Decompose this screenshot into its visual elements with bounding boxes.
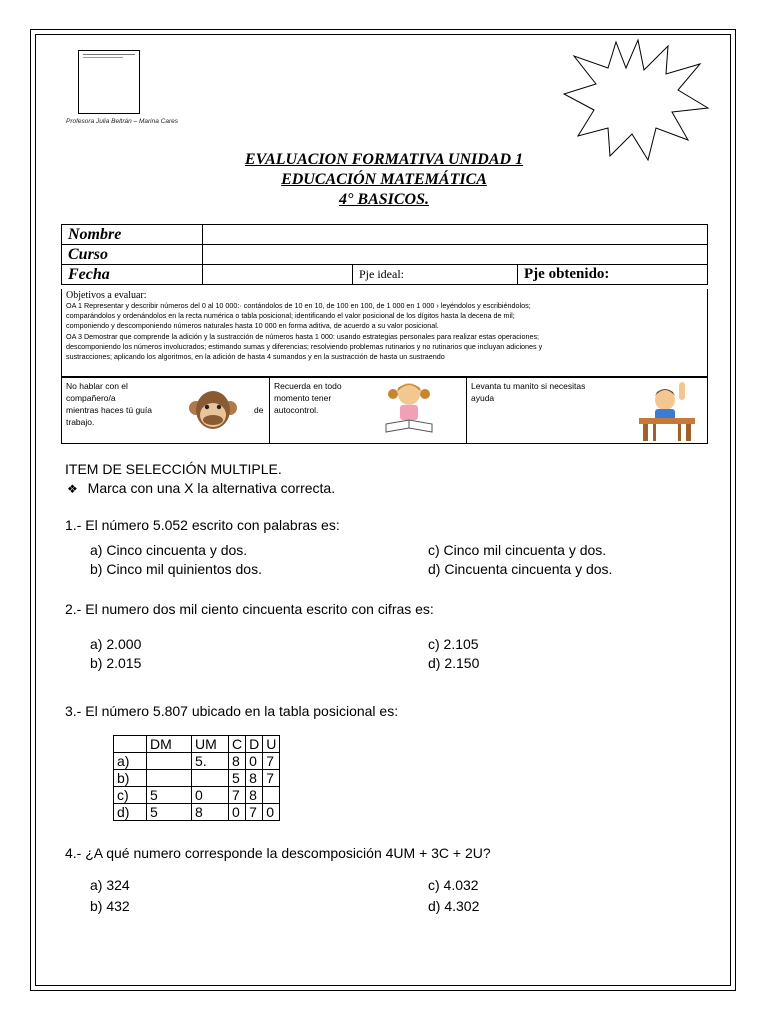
obtained-score-label: Pje obtenido: [518,265,708,285]
table-cell: 7 [229,787,246,804]
table-cell: 0 [229,804,246,821]
table-header: DM [147,736,192,753]
rule-text: trabajo. [66,417,95,427]
objective-line: componiendo y descomponiendo números naturales hasta 10 000 en forma aditiva, de acuerdo a su valor posicional. [66,321,439,331]
objectives-heading: Objetivos a evaluar: [66,290,147,301]
table-cell: 8 [246,770,263,787]
table-cell: 0 [192,787,229,804]
table-cell: 0 [263,804,280,821]
question-3: 3.- El número 5.807 ubicado en la tabla posicional es: [65,703,399,719]
table-row[interactable] [114,787,280,804]
rule-text: No hablar con el [66,381,128,391]
table-cell: 0 [246,753,263,770]
rule-raise-hand [467,378,707,443]
course-label: Curso [62,245,203,265]
student-info-table [61,224,708,285]
ideal-score-label: Pje ideal: [353,265,518,285]
date-field[interactable] [203,265,353,285]
q2-option-c[interactable]: c) 2.105 [428,636,479,652]
table-cell: 5. [192,753,229,770]
q1-option-b[interactable]: b) Cinco mil quinientos dos. [90,561,262,577]
rule-text: mientras haces tú guía [66,405,152,415]
objective-line: OA 3 Demostrar que comprende la adición y la sustracción de números hasta 1 000: usando estrategias personales para realizar estas operaciones; [66,331,540,341]
objective-line: comparándolos y ordenándolos en la recta numérica o tabla posicional; identificando el valor posicional de los dígitos hasta la decena de mil; [66,311,515,321]
rule-self-control [270,378,467,443]
diamond-bullet-icon: ❖ [67,482,78,496]
table-cell: b) [114,770,147,787]
table-cell: 7 [263,753,280,770]
table-cell [147,770,192,787]
question-1: 1.- El número 5.052 escrito con palabras es: [65,517,340,533]
student-raising-hand-icon [635,380,699,442]
table-header: D [246,736,263,753]
table-cell: 8 [229,753,246,770]
girl-reading-icon [380,380,438,440]
teacher-names: Profesora Julia Beltrán – Marina Cares [66,118,178,125]
rule-text: compañero/a [66,393,116,403]
table-row[interactable] [114,753,280,770]
score-star-icon [560,38,710,166]
rule-text: ayuda [471,393,495,403]
table-row[interactable] [114,770,280,787]
name-label: Nombre [62,225,203,245]
table-cell: a) [114,753,147,770]
date-label: Fecha [62,265,203,285]
table-cell [263,787,280,804]
q4-option-b[interactable]: b) 432 [90,898,130,914]
title-line-3: 4° BASICOS. [339,191,429,208]
table-cell: c) [114,787,147,804]
q1-option-c[interactable]: c) Cinco mil cincuenta y dos. [428,542,607,558]
place-value-table [113,735,280,821]
objective-line: OA 1 Representar y describir números del 0 al 10 000:· contándolos de 10 en 10, de 100 en 100, de 1 000 en 1 000 › leyéndolos y escribiéndolos; [66,301,531,310]
q2-option-b[interactable]: b) 2.015 [90,655,142,671]
rule-text: Levanta tu manito si necesitas [471,381,586,391]
instruction-row [67,480,335,498]
table-header [114,736,147,753]
table-cell [147,753,192,770]
title-line-2: EDUCACIÓN MATEMÁTICA [281,171,487,188]
table-cell [192,770,229,787]
monkey-icon [188,388,238,432]
title-line-1: EVALUACION FORMATIVA UNIDAD 1 [244,151,524,168]
instruction-text: Marca con una X la alternativa correcta. [87,480,336,496]
name-field[interactable] [203,225,708,245]
rule-text: momento tener [274,393,332,403]
q4-option-d[interactable]: d) 4.302 [428,898,480,914]
table-cell: 8 [246,787,263,804]
table-cell: d) [114,804,147,821]
rule-no-talking [62,378,270,443]
objective-line: sustracciones; aplicando los algoritmos, en la adición de hasta 4 sumandos y en la sustracción de hasta un sustraendo [66,352,445,362]
q4-option-a[interactable]: a) 324 [90,877,130,893]
table-cell: 7 [263,770,280,787]
table-row[interactable] [114,804,280,821]
rule-text: Recuerda en todo [274,381,342,391]
table-header-row [114,736,280,753]
rule-text: autocontrol. [274,405,319,415]
table-cell: 7 [246,804,263,821]
table-header: U [263,736,280,753]
table-header: UM [192,736,229,753]
q2-option-a[interactable]: a) 2.000 [90,636,142,652]
table-cell: 5 [147,804,192,821]
table-cell: 5 [147,787,192,804]
table-cell: 8 [192,804,229,821]
table-header: C [229,736,246,753]
q1-option-d[interactable]: d) Cincuenta cincuenta y dos. [428,561,613,577]
rule-text: de [254,405,264,415]
objective-line: descomponiendo los números involucrados; estimando sumas y diferencias; resolviendo problemas rutinarios y no rutinarios que incluyan adiciones y [66,341,543,351]
q4-option-c[interactable]: c) 4.032 [428,877,479,893]
objectives-box [61,289,708,377]
table-cell: 5 [229,770,246,787]
course-field[interactable] [203,245,708,265]
question-4: 4.- ¿A qué numero corresponde la descomposición 4UM + 3C + 2U? [65,845,491,861]
q1-option-a[interactable]: a) Cinco cincuenta y dos. [90,542,248,558]
question-2: 2.- El numero dos mil ciento cincuenta escrito con cifras es: [65,601,434,617]
behavior-rules-box [61,377,708,444]
q2-option-d[interactable]: d) 2.150 [428,655,480,671]
school-logo [78,50,140,114]
section-title: ITEM DE SELECCIÓN MULTIPLE. [65,461,282,477]
